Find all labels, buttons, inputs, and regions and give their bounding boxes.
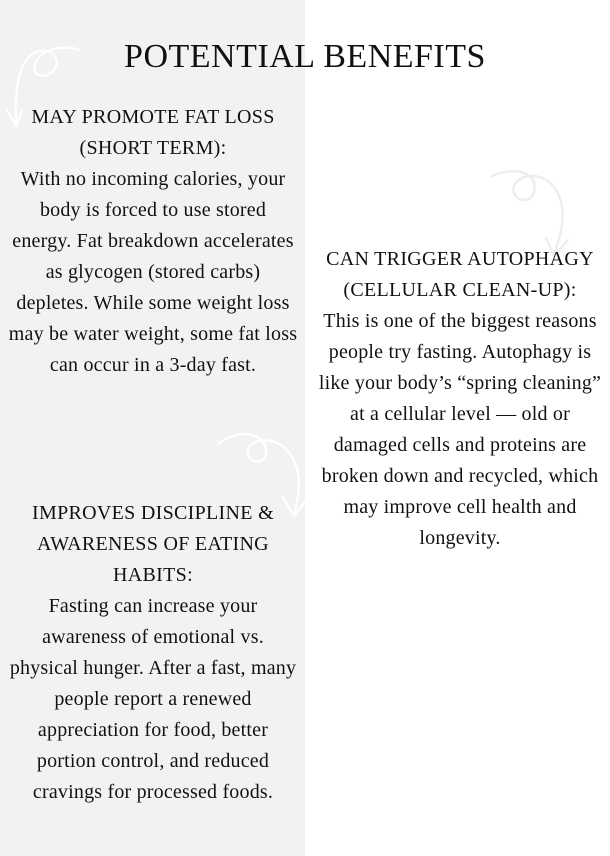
benefit-body: This is one of the biggest reasons people try fasting. Autophagy is like your body’s “spring cleaning” at a cellular level — old or damaged cells and proteins are broken down and recycled, which may improve cell health and longevity. [318,310,602,549]
benefit-fat-loss [8,102,298,381]
benefit-body: Fasting can increase your awareness of emotional vs. physical hunger. After a fast, many people report a renewed appreciation for food, better portion control, and reduced cravings for processed foods. [9,595,297,803]
benefit-heading: CAN TRIGGER AUTOPHAGY (CELLULAR CLEAN-UP): [326,248,594,301]
benefit-discipline [6,498,300,808]
benefit-autophagy [316,244,604,554]
benefit-heading: MAY PROMOTE FAT LOSS (SHORT TERM): [31,106,275,159]
benefit-heading: IMPROVES DISCIPLINE & AWARENESS OF EATING HABITS: [32,502,274,586]
page-title: POTENTIAL BENEFITS [124,38,486,75]
benefit-body: With no incoming calories, your body is forced to use stored energy. Fat breakdown accelerates as glycogen (stored carbs) depletes. While some weight loss may be water weight, some fat loss can occur in a 3-day fast. [8,168,298,376]
